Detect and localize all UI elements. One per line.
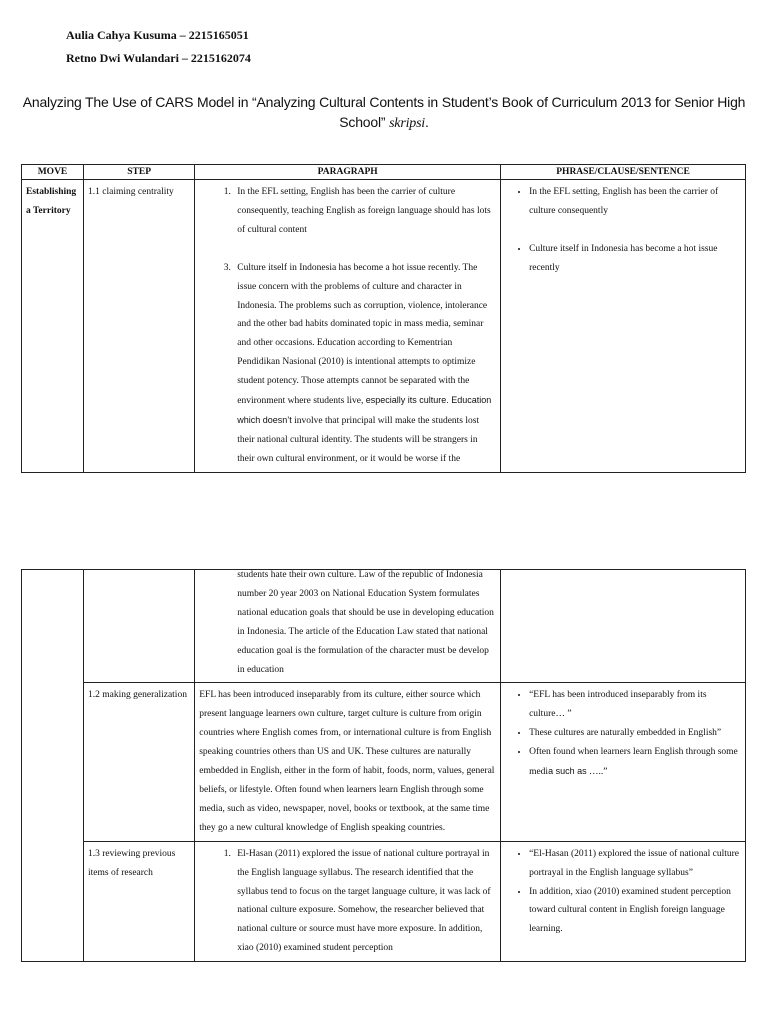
list-item: 1. El-Hasan (2011) explored the issue of national culture portrayal in the English language syllabus. The research identified that the syllabus tend to focus on the target language culture, it was lack of national culture exposure. Somehow, the researcher believed that national culture or source must have more exposure. In addition, xiao (2010) examined student perception	[233, 845, 496, 958]
phrase-cell	[501, 570, 746, 683]
list-item: • These cultures are naturally embedded in English”	[529, 724, 741, 743]
spacer	[529, 221, 741, 240]
paragraph-list	[199, 845, 496, 958]
list-item: • In the EFL setting, English has been the carrier of culture consequently	[529, 183, 741, 221]
step-cell: 1.3 reviewing previous items of research	[84, 841, 195, 961]
paragraph-cell: EFL has been introduced inseparably from its culture, either source which present language learners own culture, target culture is culture from origin countries where English comes from, or international culture is from English speaking countries others than US and UK. These cultures are naturally embedded in English, either in the form of habit, foods, norm, values, general beliefs, or lifestyle. Often found when learners learn English through some media, such as video, newspaper, novel, books or textbook, at the same time they go a new cultural knowledge of English speaking countries.	[195, 683, 501, 841]
table-row	[22, 180, 746, 473]
author-2: Retno Dwi Wulandari – 2215162074	[66, 51, 251, 65]
paragraph-text-sans: especially its culture. Education which doesn’t	[237, 395, 492, 425]
header-phrase: PHRASE/CLAUSE/SENTENCE	[501, 165, 746, 180]
phrase-cell	[501, 180, 746, 473]
list-item	[529, 743, 741, 782]
paragraph-text: students hate their own culture. Law of the republic of Indonesia number 20 year 2003 on National Education System formulates national education goals that should be use in developing education in Indonesia. The article of the Education Law stated that national education goal is the formulation of the character must be develop in education	[237, 570, 494, 675]
table-row	[22, 570, 746, 683]
step-cell: 1.2 making generalization	[84, 683, 195, 841]
paragraph-text: involve that principal will make the students lost their national cultural identity. The students will be strangers in their own cultural environment, or it would be worse if the	[237, 415, 480, 464]
author-1: Aulia Cahya Kusuma – 2215165051	[66, 28, 249, 42]
phrase-text-sans: a such as	[548, 766, 587, 777]
header-move: MOVE	[22, 165, 84, 180]
paragraph-cell	[195, 841, 501, 961]
phrase-text: Often found when learners learn English through some medi	[529, 747, 738, 778]
cars-table-page-2	[21, 569, 746, 962]
step-cell	[84, 570, 195, 683]
phrase-text: …..”	[588, 767, 608, 778]
move-cell	[22, 570, 84, 962]
list-item: • In addition, xiao (2010) examined student perception toward cultural content in English foreign language learning.	[529, 883, 741, 940]
title-italic: skripsi	[389, 116, 426, 131]
list-item: 1. In the EFL setting, English has been the carrier of culture consequently, teaching English as foreign language should has lots of cultural content	[233, 183, 496, 240]
phrase-cell	[501, 841, 746, 961]
paragraph-cell	[195, 180, 501, 473]
move-cell: Establishing a Territory	[22, 180, 84, 473]
list-item: • Culture itself in Indonesia has become a hot issue recently	[529, 240, 741, 278]
phrase-cell	[501, 683, 746, 841]
phrase-list	[505, 845, 741, 940]
table-row	[22, 683, 746, 841]
title-end: .	[425, 114, 429, 130]
phrase-list	[505, 183, 741, 278]
list-item: • “El-Hasan (2011) explored the issue of national culture portrayal in the English language syllabus”	[529, 845, 741, 883]
spacer	[233, 240, 496, 259]
header-step: STEP	[84, 165, 195, 180]
table-row	[22, 841, 746, 961]
paragraph-text: Culture itself in Indonesia has become a hot issue recently. The issue concern with the problems of culture and character in Indonesia. The problems such as corruption, violence, intolerance and the other bad habits dominated topic in mass media, seminar and other occasions. Education according to Kementrian Pendidikan Nasional (2010) is intentional attempts to optimize student potency. Those attempts cannot be separated with the environment where students live,	[237, 262, 488, 407]
phrase-list	[505, 686, 741, 782]
paragraph-cell	[195, 570, 501, 683]
title-main: Analyzing The Use of CARS Model in “Analyzing Cultural Contents in Student’s Book of Curriculum 2013 for Senior High School”	[22, 94, 746, 130]
list-item: • “EFL has been introduced inseparably from its culture… ”	[529, 686, 741, 724]
step-cell: 1.1 claiming centrality	[84, 180, 195, 473]
document-title	[0, 92, 768, 134]
paragraph-list	[199, 183, 496, 469]
table-header-row	[22, 165, 746, 180]
list-item	[233, 259, 496, 469]
header-paragraph: PARAGRAPH	[195, 165, 501, 180]
cars-table-page-1	[21, 164, 746, 473]
authors	[66, 24, 251, 70]
